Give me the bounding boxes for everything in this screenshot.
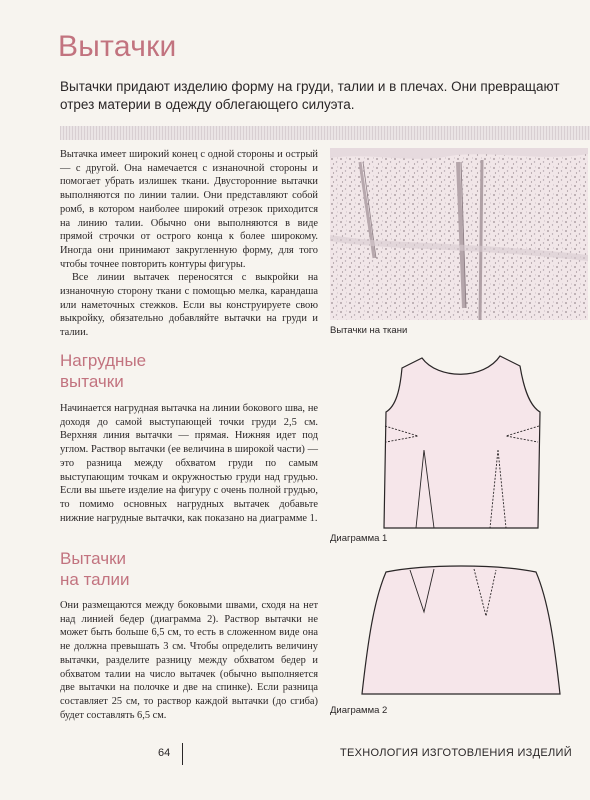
page-number: 64 (158, 747, 171, 759)
footer-divider (182, 743, 183, 765)
lead-paragraph: Вытачки придают изделию форму на груди, талии и в плечах. Они превращают отрез материи в одежду облегающего силуэта. (60, 79, 560, 112)
section-heading-line-2: на талии (60, 570, 130, 589)
intro-text (60, 148, 318, 340)
diagram-1-bodice (372, 350, 552, 532)
diagram-2-caption: Диаграмма 2 (330, 705, 388, 716)
section-bust-darts (60, 350, 318, 392)
photo-caption: Вытачки на ткани (330, 325, 408, 336)
bust-darts-text: Начинается нагрудная вытачка на линии бокового шва, не доходя до самой выступающей точки груди 2,5 см. Верхняя линия вытачки — прямая. Нижняя идет под углом. Раствор вытачки (ее величина в широкой части) — это разница между обхватом груди по самым выступающим точкам и окружностью груди над грудью. Если вы шьете изделие на фигуру с очень полной грудью, то помимо основных нагрудных вытачек добавьте нижние нагрудные вытачки, как показано на диаграмме 1. (60, 403, 318, 524)
fabric-darts-photo (330, 148, 588, 320)
section-heading-line-1: Нагрудные (60, 351, 147, 370)
section-waist-darts (60, 548, 318, 590)
diagram-1-caption: Диаграмма 1 (330, 533, 388, 544)
section-heading-line-1: Вытачки (60, 549, 127, 568)
decorative-band (60, 126, 590, 140)
page-title: Вытачки (58, 30, 177, 63)
running-footer-title: ТЕХНОЛОГИЯ ИЗГОТОВЛЕНИЯ ИЗДЕЛИЙ (340, 747, 572, 759)
waist-darts-text: Они размещаются между боковыми швами, сходя на нет над линией бедер (диаграмма 2). Раствор вытачки не может быть больше 6,5 см, то есть в сложенном виде она не должна превышать 3 см. Чтобы определить величину вытачки, разделите разницу между обхватом бедер и обхватом талии на число вытачек (обычно выполняется две вытачки на полочке и две на спинке). Если разница составляет 25 см, то раствор каждой вытачки (до сгиба) будет составлять 6,5 см. (60, 600, 318, 721)
intro-paragraph-1: Вытачка имеет широкий конец с одной стороны и острый — с другой. Она намечается с изнаночной стороны и помогает убрать излишек ткани. Двусторонние вытачки выполняются по линии талии. Они представляют собой ромб, в котором наиболее широкий отрезок приходится на линию талии. Обычно они выполняются в виде прямой строчки от острого конца к более широкому. Иногда они принимают закругленную форму, для того чтобы точнее повторить контуры фигуры. (60, 149, 318, 270)
diagram-2-skirt (356, 560, 566, 698)
section-heading-line-2: вытачки (60, 372, 124, 391)
intro-paragraph-2: Все линии вытачек переносятся с выкройки на изнаночную сторону ткани с помощью мелка, карандаша или наметочных стежков. Если вы конструируете свою выкройку, обязательно добавляйте вытачки на груди и талии. (60, 272, 318, 339)
